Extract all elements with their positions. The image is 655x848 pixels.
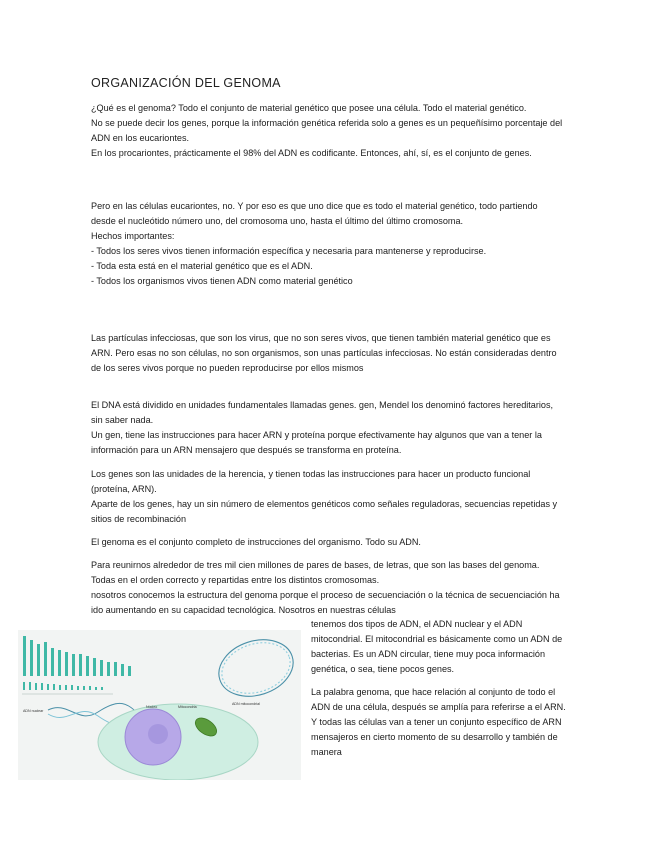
text-line: - Toda esta está en el material genético que es el ADN.	[91, 260, 313, 271]
illustration-svg	[18, 630, 301, 780]
text-line: Pero en las células eucariontes, no. Y por eso es que uno dice que es todo el material genético, todo partiendo desde el nucleótido número uno, del cromosoma uno, hasta el último del último cromosoma.	[91, 201, 538, 226]
text-line: No se puede decir los genes, porque la información genética referida solo a genes es un pequeñísimo porcentaje del ADN en los eucariontes.	[91, 117, 563, 143]
mitochondrion-label: Mitocondria	[178, 705, 197, 709]
text-line: Hechos importantes:	[91, 230, 175, 241]
karyotype-bars-small	[23, 682, 103, 690]
text-line: Los genes son las unidades de la herencia, y tienen todas las instrucciones para hacer un producto funcional (proteína, ARN).	[91, 469, 531, 494]
circular-dna-icon	[212, 631, 301, 706]
paragraph-7	[91, 558, 563, 618]
paragraph-6	[91, 535, 563, 550]
paragraph-5	[91, 467, 563, 527]
text-line: El DNA está dividido en unidades fundamentales llamadas genes. gen, Mendel los denominó factores hereditarios, sin saber nada.	[91, 400, 554, 425]
cell-dna-illustration	[18, 630, 301, 780]
text-line: - Todos los organismos vivos tienen ADN como material genético	[91, 275, 353, 286]
text-line: tenemos dos tipos de ADN, el ADN nuclear y el ADN mitocondrial. El mitocondrial es básicamente como un ADN de bacterias. Es un ADN circular, tiene muy poca información genética, o sea, tiene pocos genes.	[311, 619, 563, 674]
paragraph-3	[91, 331, 563, 376]
text-line: Un gen, tiene las instrucciones para hacer ARN y proteína porque efectivamente hay algunos que van a tener la información para un ARN mensajero que después se transforma en proteína.	[91, 429, 542, 455]
text-line: En los procariontes, prácticamente el 98% del ADN es codificante. Entonces, ahí, sí, es el conjunto de genes.	[91, 147, 532, 158]
text-line: El genoma es el conjunto completo de instrucciones del organismo. Todo su ADN.	[91, 537, 421, 547]
nucleus-label: Núcleo	[146, 705, 158, 709]
text-line: Aparte de los genes, hay un sin número de elementos genéticos como señales reguladoras, secuencias repetidas y sitios de recombinación	[91, 498, 558, 524]
page-title: ORGANIZACIÓN DEL GENOMA	[91, 76, 281, 90]
karyotype-bars	[23, 636, 131, 676]
text-line: - Todos los seres vivos tienen información específica y necesaria para mantenerse y reproducirse.	[91, 245, 487, 256]
paragraph-9	[311, 685, 567, 760]
nucleolus-icon	[148, 724, 168, 744]
nuclear-dna-label: ADN nuclear	[23, 709, 44, 713]
paragraph-1	[91, 101, 563, 161]
paragraph-4	[91, 398, 563, 458]
text-line: ¿Qué es el genoma? Todo el conjunto de material genético que posee una célula. Todo el material genético.	[91, 103, 527, 113]
paragraph-8	[311, 617, 567, 677]
text-line: nosotros conocemos la estructura del genoma porque el proceso de secuenciación o la técnica de secuenciación ha ido aumentando en su capacidad tecnológica. Nosotros en nuestras células	[91, 589, 560, 615]
text-line: Para reunirnos alrededor de tres mil cien millones de pares de bases, de letras, que son las bases del genoma. Todas en el orden correcto y repartidas entre los distintos cromosomas.	[91, 560, 540, 585]
paragraph-2	[91, 199, 563, 288]
text-line: La palabra genoma, que hace relación al conjunto de todo el ADN de una célula, después se amplía para referirse a el ARN. Y todas las células van a tener un conjunto específico de ARN mensajeros en cierto momento de su desarrollo y también de manera	[311, 687, 566, 757]
text-line: Las partículas infecciosas, que son los virus, que no son seres vivos, que tienen también material genético que es ARN. Pero esas no son células, no son organismos, son unas partículas infecciosas. No están consideradas dentro de los seres vivos porque no pueden reproducirse por ellos mismos	[91, 333, 557, 373]
mito-dna-label: ADN mitocondrial	[232, 702, 260, 706]
